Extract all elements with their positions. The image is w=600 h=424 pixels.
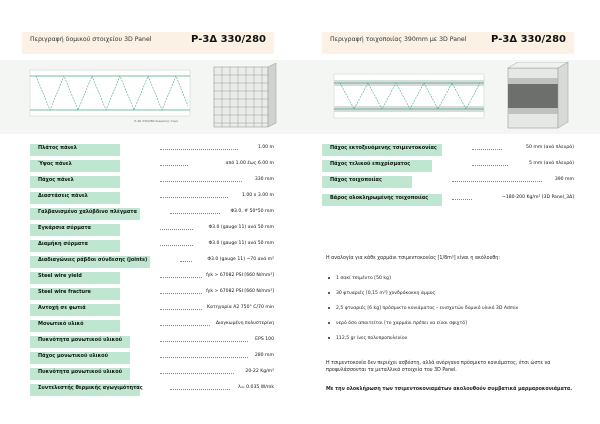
spec-row: Πυκνότητα μονωτικού υλικού 20-22 Kg/m³ (30, 368, 278, 380)
panel-mesh-image (210, 63, 280, 131)
spec-row: Πάχος πάνελ 330 mm (30, 176, 278, 188)
page-title: Περιγραφή τοιχοποιίας 390mm με 3D Panel (330, 36, 467, 43)
spec-row: Βάρος ολοκληρωμένης τοιχοποιίας ~180-200 Kg/m² [3D Panel_3Δ] (322, 194, 578, 206)
spec-row: Πάχος εκτοξευόμενης τσιμεντοκονίας 50 mm (ανά πλευρά) (322, 144, 578, 156)
bullet-item: 30 φτυαριές [0,15 m³] χονδρόκοκκη άμμος (336, 291, 435, 296)
bullet-item: νερό όσο απαιτείται [το χαρμάνι πρέπει να είναι σφιχτό] (336, 321, 467, 326)
panel-code: Ρ-3Δ 330/280 (190, 34, 266, 45)
title-band (22, 32, 274, 54)
spec-row: Ύψος πάνελ από 1.00 έως 6.00 m (30, 160, 278, 172)
section-caption: Ρ-3Δ 330/280 διαμήκης τομή (134, 119, 178, 123)
spec-row: Διαμήκη σύρματα Φ3.0 (gauge 11) ανά 50 mm (30, 240, 278, 252)
spec-row: Διαδιαγώνιες ράβδοι σύνδεσης (joints) Φ3.0 (gauge 11) ~70 ανά m² (30, 256, 278, 268)
spec-row: Πυκνότητα μονωτικού υλικού EPS 100 (30, 336, 278, 348)
spec-row: Εγκάρσια σύρματα Φ3.0 (gauge 11) ανά 50 mm (30, 224, 278, 236)
title-band (322, 32, 574, 54)
page-title: Περιγραφή δομικού στοιχείου 3D Panel (30, 36, 152, 43)
wall-section-image (504, 62, 576, 132)
mix-intro: Η αναλογία για κάθε χαρμάνι τσιμεντοκονίας [1/8m³] είναι η ακόλουθη: (326, 256, 500, 261)
spec-row: Πάχος τοιχοποιίας 390 mm (322, 176, 578, 188)
wall-section-drawing (332, 66, 492, 128)
figure-band (0, 60, 300, 134)
panel-section-drawing (28, 66, 198, 126)
spec-row: Γαλβανισμένο χαλύβδινο πλέγματα Φ3.0, # 50*50 mm (30, 208, 278, 220)
figure-band (300, 60, 600, 134)
bullet-item: 112,5 gr ίνες πολυπροπυλενίου (336, 336, 407, 341)
final-note: Με την ολοκλήρωση των τσιμεντοκονιαμάτων ακολουθούν συμβατικά μαρμαροκονιάματα. (326, 387, 573, 392)
mortar-note: Η τσιμεντοκονία δεν περιέχει ασβέστη, αλλά ανόργανο πρόσμικτο κονιάματος, έτσι ώστε να προφυλάσσονται τα μεταλλικά στοιχεία του 3D Panel. (326, 361, 551, 373)
spec-row: Steel wire yield fyk > 67082 PSI [660 N/mm²] (30, 272, 278, 284)
spec-row: Μονωτικό υλικό Διογκωμένη πολυστερίνη (30, 320, 278, 332)
bullet-item: 1 σακί τσιμέντο [50 kg] (336, 276, 391, 281)
spec-row: Διαστάσεις πάνελ 1.00 x 3.00 m (30, 192, 278, 204)
bullet-item: 2,5 φτυαριές [6 kg] πρόσμικτο κονιάματος - ενισχυτών δομικό υλικό 3D Admix (336, 306, 518, 311)
spec-row: Πλάτος πάνελ 1.00 m (30, 144, 278, 156)
panel-code: Ρ-3Δ 330/280 (490, 34, 566, 45)
spec-row: Πάχος μονωτικού υλικού 280 mm (30, 352, 278, 364)
spec-row: Συντελεστής θερμικής αγωγιμότητας λ= 0.035 W/mk (30, 384, 278, 396)
spec-row: Αντοχή σε φωτιά Κατηγορία A2 750° C/70 min (30, 304, 278, 316)
spec-row: Πάχος τελικού επιχρίσματος 5 mm (ανά πλευρά) (322, 160, 578, 172)
spec-row: Steel wire fracture fyk > 67082 PSI [660 N/mm²] (30, 288, 278, 300)
